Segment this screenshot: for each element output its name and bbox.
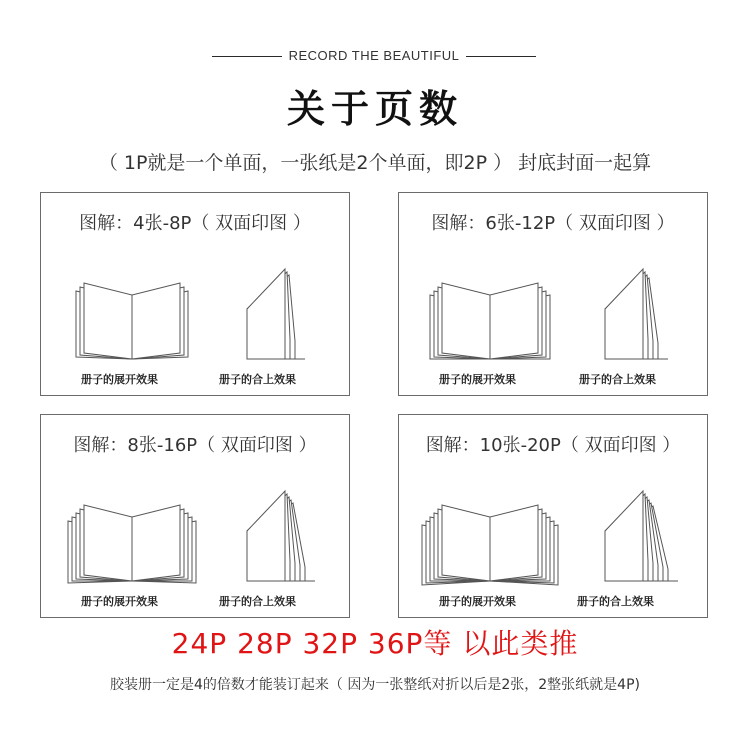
panel-10-sheets [398,414,708,618]
left-divider [212,56,282,57]
open-right-page [132,283,180,359]
closed-page [247,491,285,581]
panel-6-sheets [398,192,708,396]
open-right-page [490,505,538,581]
subtitle-row [0,46,750,66]
closed-booklet-drawing [605,491,678,581]
open-booklet-drawing [422,505,558,585]
open-left-page [442,283,490,359]
panel-title: 图解：8张-16P（ 双面印图 ） [73,435,317,456]
right-divider [466,56,536,57]
panel-8-sheets [40,414,350,618]
closed-booklet-drawing [247,491,315,581]
open-booklet-drawing [68,505,196,583]
closed-page [247,269,285,359]
open-right-page [490,283,538,359]
closed-booklet-drawing [247,269,305,359]
open-right-page [132,505,180,581]
summary-text: 24P 28P 32P 36P等 以此类推 [171,627,579,660]
open-booklet-drawing [430,283,550,359]
open-left-page [84,505,132,581]
open-caption: 册子的展开效果 [81,373,158,386]
intro-text: （ 1P就是一个单面，一张纸是2个单面，即2P ） 封底封面一起算 [98,152,652,174]
closed-caption: 册子的合上效果 [579,373,656,386]
closed-caption: 册子的合上效果 [577,595,654,608]
panel-title: 图解：4张-8P（ 双面印图 ） [79,213,311,234]
booklet-illustrations [399,415,707,617]
footnote-text: 胶装册一定是4的倍数才能装订起来（ 因为一张整纸对折以后是2张，2整张纸就是4P) [110,677,640,693]
open-caption: 册子的展开效果 [81,595,158,608]
closed-caption: 册子的合上效果 [219,373,296,386]
open-caption: 册子的展开效果 [439,373,516,386]
closed-page [605,491,643,581]
closed-caption: 册子的合上效果 [219,595,296,608]
panel-title: 图解：10张-20P（ 双面印图 ） [425,435,681,456]
panel-title: 图解：6张-12P（ 双面印图 ） [431,213,675,234]
booklet-illustrations [41,193,349,395]
open-left-page [84,283,132,359]
panel-4-sheets [40,192,350,396]
booklet-illustrations [41,415,349,617]
closed-booklet-drawing [605,269,668,359]
booklet-illustrations [399,193,707,395]
subtitle: RECORD THE BEAUTIFUL [288,48,460,63]
open-left-page [442,505,490,581]
page-title: 关于页数 [286,86,463,131]
open-booklet-drawing [76,283,188,359]
open-caption: 册子的展开效果 [439,595,516,608]
closed-page [605,269,643,359]
